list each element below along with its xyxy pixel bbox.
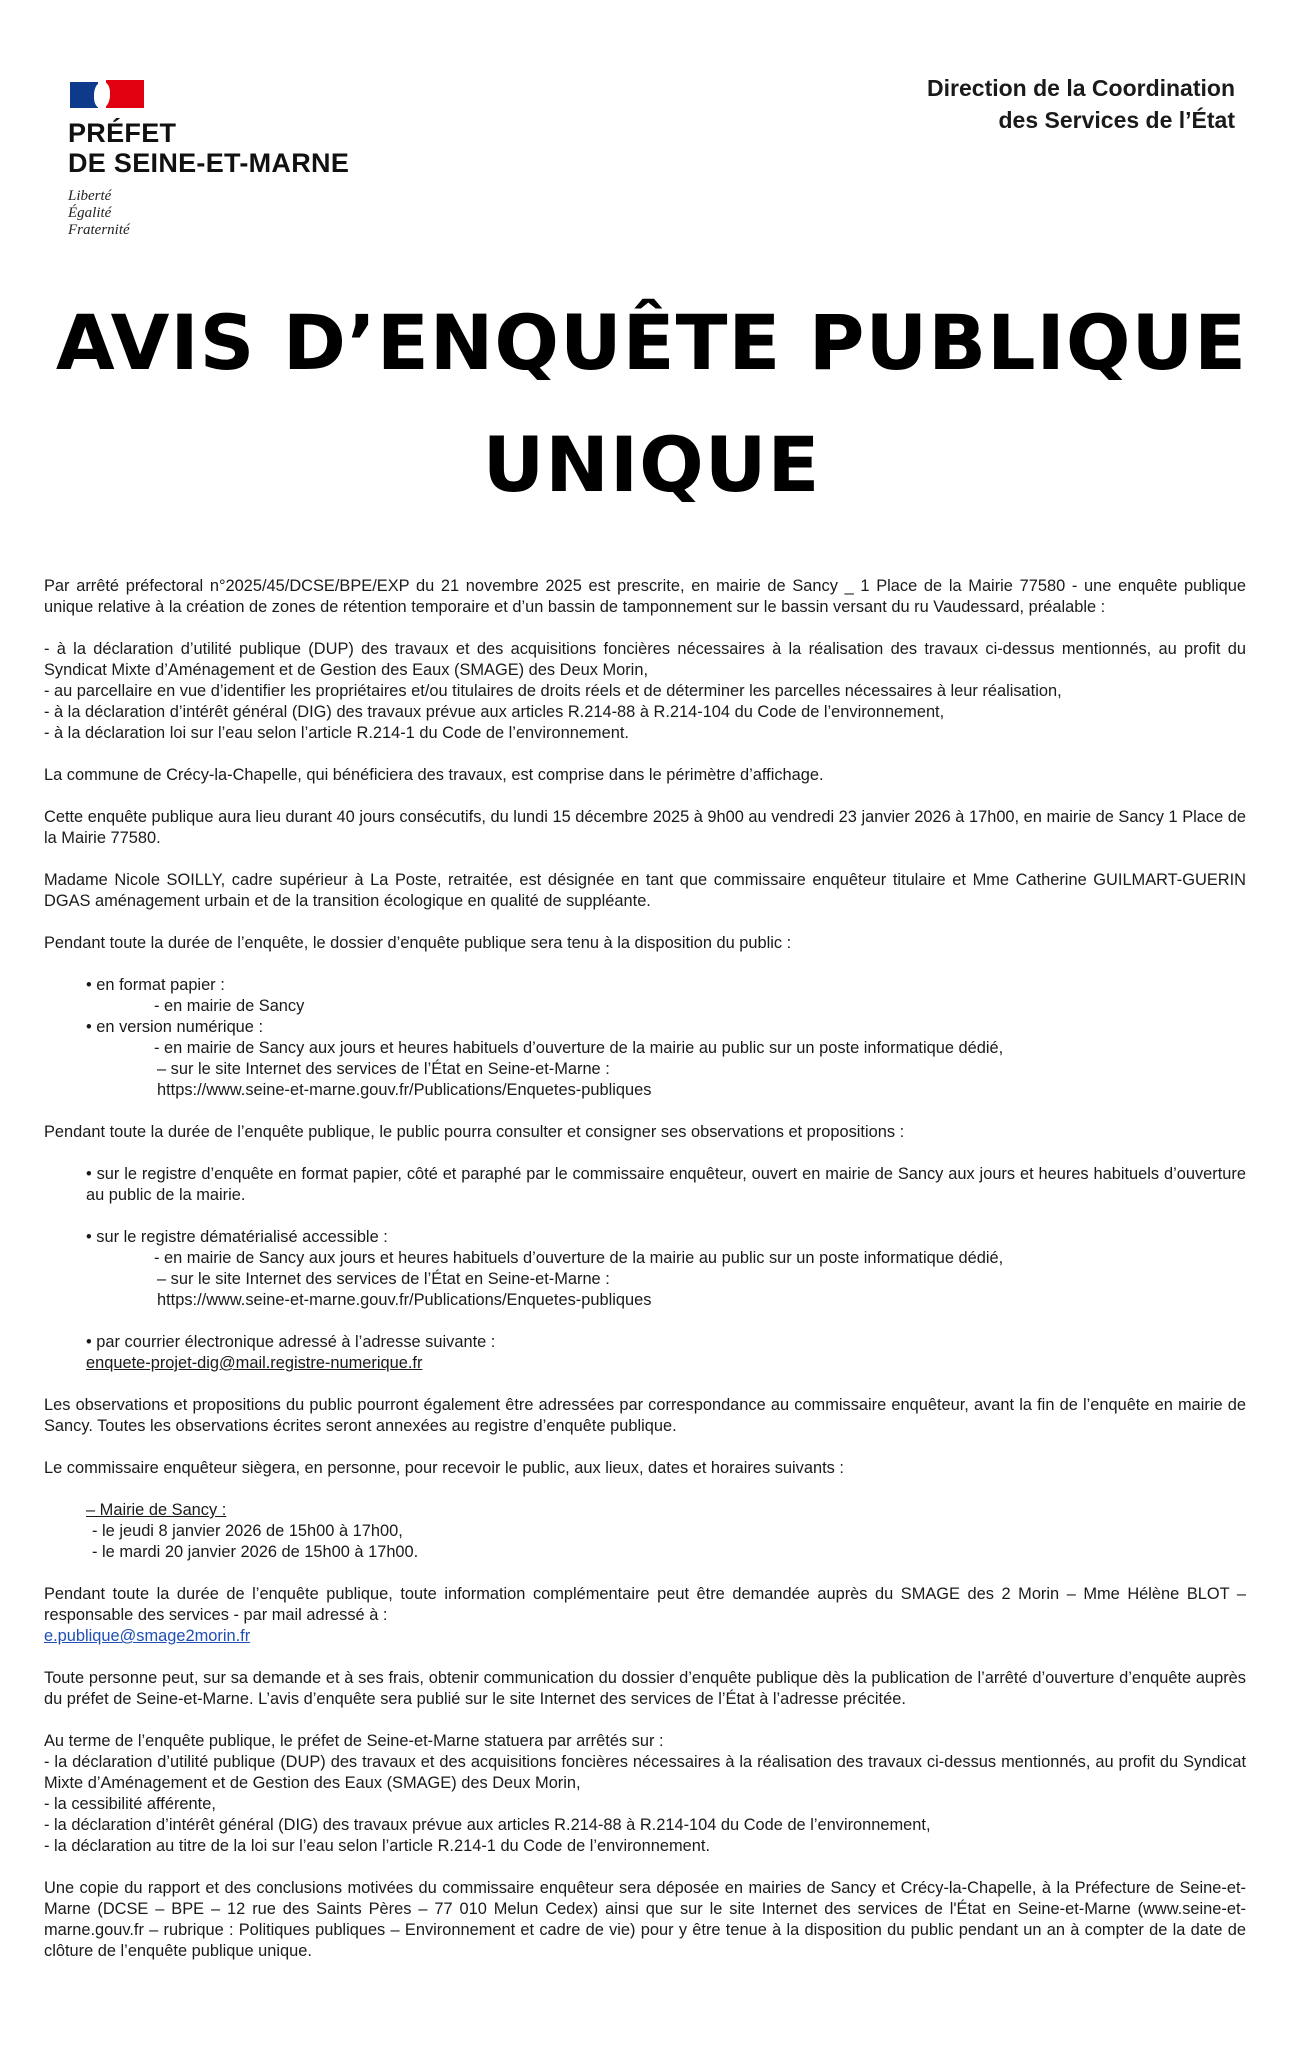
observations-digital-sub: - en mairie de Sancy aux jours et heures habituels d’ouverture de la mairie au public sur un poste informatique dédié, (154, 1249, 1004, 1267)
decision-item: - la déclaration d’intérêt général (DIG) des travaux prévue aux articles R.214-88 à R.214-104 du Code de l’environnement, (44, 1816, 931, 1834)
object-item: - à la déclaration d’utilité publique (DUP) des travaux et des acquisitions foncières nécessaires à la réalisation des travaux ci-dessus mentionnés, au profit du Syndicat Mixte d’Aménagement et de Gestion des Eaux (SMAGE) des Deux Morin, (44, 640, 1246, 679)
dossier-intro: Pendant toute la durée de l’enquête, le dossier d’enquête publique sera tenu à la disposition du public : (44, 934, 792, 952)
title-line-1: AVIS D’ENQUÊTE PUBLIQUE (55, 298, 1248, 387)
dossier-digital-bullet: • en version numérique : (86, 1018, 264, 1036)
commune-paragraph: La commune de Crécy-la-Chapelle, qui bénéficiera des travaux, est comprise dans le périmètre d’affichage. (44, 766, 824, 784)
commissaire-paragraph: Madame Nicole SOILLY, cadre supérieur à La Poste, retraitée, est désignée en tant que commissaire enquêteur titulaire et Mme Catherine GUILMART-GUERIN DGAS aménagement urbain et de la transition écologique en qualité de suppléante. (44, 871, 1246, 910)
notice-body (44, 576, 1246, 1962)
permanences-intro: Le commissaire enquêteur siègera, en personne, pour recevoir le public, aux lieux, dates et horaires suivants : (44, 1459, 844, 1477)
prefet-department: DE SEINE-ET-MARNE (68, 148, 350, 178)
decision-intro: Au terme de l’enquête publique, le préfet de Seine-et-Marne statuera par arrêtés sur : (44, 1732, 664, 1750)
object-item: - à la déclaration loi sur l’eau selon l’article R.214-1 du Code de l’environnement. (44, 724, 629, 742)
direction-line-1: Direction de la Coordination (927, 75, 1235, 101)
motto-egalite: Égalité (68, 205, 112, 221)
motto-liberte: Liberté (68, 188, 112, 204)
observations-digital-url: https://www.seine-et-marne.gouv.fr/Publications/Enquetes-publiques (157, 1291, 652, 1309)
prefecture-logo (68, 80, 368, 239)
title-line-2: UNIQUE (482, 420, 821, 509)
smage-email-link[interactable]: e.publique@smage2morin.fr (44, 1627, 251, 1645)
duration-paragraph: Cette enquête publique aura lieu durant 40 jours consécutifs, du lundi 15 décembre 2025 à 9h00 au vendredi 23 janvier 2026 à 17h00, en mairie de Sancy 1 Place de la Mairie 77580. (44, 808, 1246, 847)
prefet-title: PRÉFET (68, 118, 177, 148)
observations-digital-sub: – sur le site Internet des services de l’État en Seine-et-Marne : (157, 1270, 610, 1288)
observations-register-bullet: • sur le registre d’enquête en format papier, côté et paraphé par le commissaire enquêteur, ouvert en mairie de Sancy aux jours et heures habituels d’ouverture au public de la mairie. (86, 1165, 1246, 1204)
permanence-date: - le mardi 20 janvier 2026 de 15h00 à 17h00. (92, 1543, 419, 1561)
observations-email-bullet: • par courrier électronique adressé à l’adresse suivante : (86, 1333, 496, 1351)
dossier-digital-url: https://www.seine-et-marne.gouv.fr/Publications/Enquetes-publiques (157, 1081, 652, 1099)
intro-paragraph: Par arrêté préfectoral n°2025/45/DCSE/BPE/EXP du 21 novembre 2025 est prescrite, en mairie de Sancy _ 1 Place de la Mairie 77580 - une enquête publique unique relative à la création de zones de rétention temporaire et d’un bassin de tamponnement sur le bassin versant du ru Vaudessard, préalable : (44, 577, 1246, 616)
permanence-date: - le jeudi 8 janvier 2026 de 15h00 à 17h00, (92, 1522, 403, 1540)
dossier-paper-sub: - en mairie de Sancy (154, 997, 305, 1015)
decision-item: - la déclaration d’utilité publique (DUP) des travaux et des acquisitions foncières nécessaires à la réalisation des travaux ci-dessus mentionnés, au profit du Syndicat Mixte d’Aménagement et de Gestion des Eaux (SMAGE) des Deux Morin, (44, 1753, 1246, 1792)
dossier-paper-bullet: • en format papier : (86, 976, 225, 994)
dossier-digital-sub: - en mairie de Sancy aux jours et heures habituels d’ouverture de la mairie au public sur un poste informatique dédié, (154, 1039, 1004, 1057)
communication-paragraph: Toute personne peut, sur sa demande et à ses frais, obtenir communication du dossier d’enquête publique dès la publication de l’arrêté d’ouverture d’enquête auprès du préfet de Seine-et-Marne. L’avis d’enquête sera publié sur le site Internet des services de l’État à l’adresse précitée. (44, 1669, 1246, 1708)
page-title (0, 282, 1303, 526)
direction-line-2: des Services de l’État (998, 107, 1235, 133)
decision-item: - la déclaration au titre de la loi sur l’eau selon l’article R.214-1 du Code de l’environnement. (44, 1837, 711, 1855)
direction-header (927, 72, 1235, 136)
observations-intro: Pendant toute la durée de l’enquête publique, le public pourra consulter et consigner ses observations et propositions : (44, 1123, 905, 1141)
copy-paragraph: Une copie du rapport et des conclusions motivées du commissaire enquêteur sera déposée en mairies de Sancy et Crécy-la-Chapelle, à la Préfecture de Seine-et-Marne (DCSE – BPE – 12 rue des Saints Pères – 77 010 Melun Cedex) ainsi que sur le site Internet des services de l'État en Seine-et-Marne (www.seine-et-marne.gouv.fr – rubrique : Politiques publiques – Environnement et cadre de vie) pour y être tenue à la disposition du public pendant un an à compter de la date de clôture de l’enquête publique unique. (44, 1879, 1246, 1960)
observations-digital-bullet: • sur le registre dématérialisé accessible : (86, 1228, 388, 1246)
marianne-flag-icon (70, 80, 144, 108)
decision-item: - la cessibilité afférente, (44, 1795, 216, 1813)
permanences-place: – Mairie de Sancy : (86, 1501, 227, 1519)
motto-fraternite: Fraternité (68, 222, 130, 238)
registry-email-link[interactable]: enquete-projet-dig@mail.registre-numerique.fr (86, 1354, 423, 1372)
dossier-digital-sub: – sur le site Internet des services de l’État en Seine-et-Marne : (157, 1060, 610, 1078)
correspondance-paragraph: Les observations et propositions du public pourront également être adressées par correspondance au commissaire enquêteur, avant la fin de l’enquête en mairie de Sancy. Toutes les observations écrites seront annexées au registre d’enquête publique. (44, 1396, 1246, 1435)
republic-motto (68, 188, 368, 239)
object-item: - à la déclaration d’intérêt général (DIG) des travaux prévue aux articles R.214-88 à R.214-104 du Code de l’environnement, (44, 703, 945, 721)
object-item: - au parcellaire en vue d’identifier les propriétaires et/ou titulaires de droits réels et de déterminer les parcelles nécessaires à leur réalisation, (44, 682, 1062, 700)
info-paragraph: Pendant toute la durée de l’enquête publique, toute information complémentaire peut être demandée auprès du SMAGE des 2 Morin – Mme Hélène BLOT – responsable des services - par mail adressé à : (44, 1585, 1246, 1624)
